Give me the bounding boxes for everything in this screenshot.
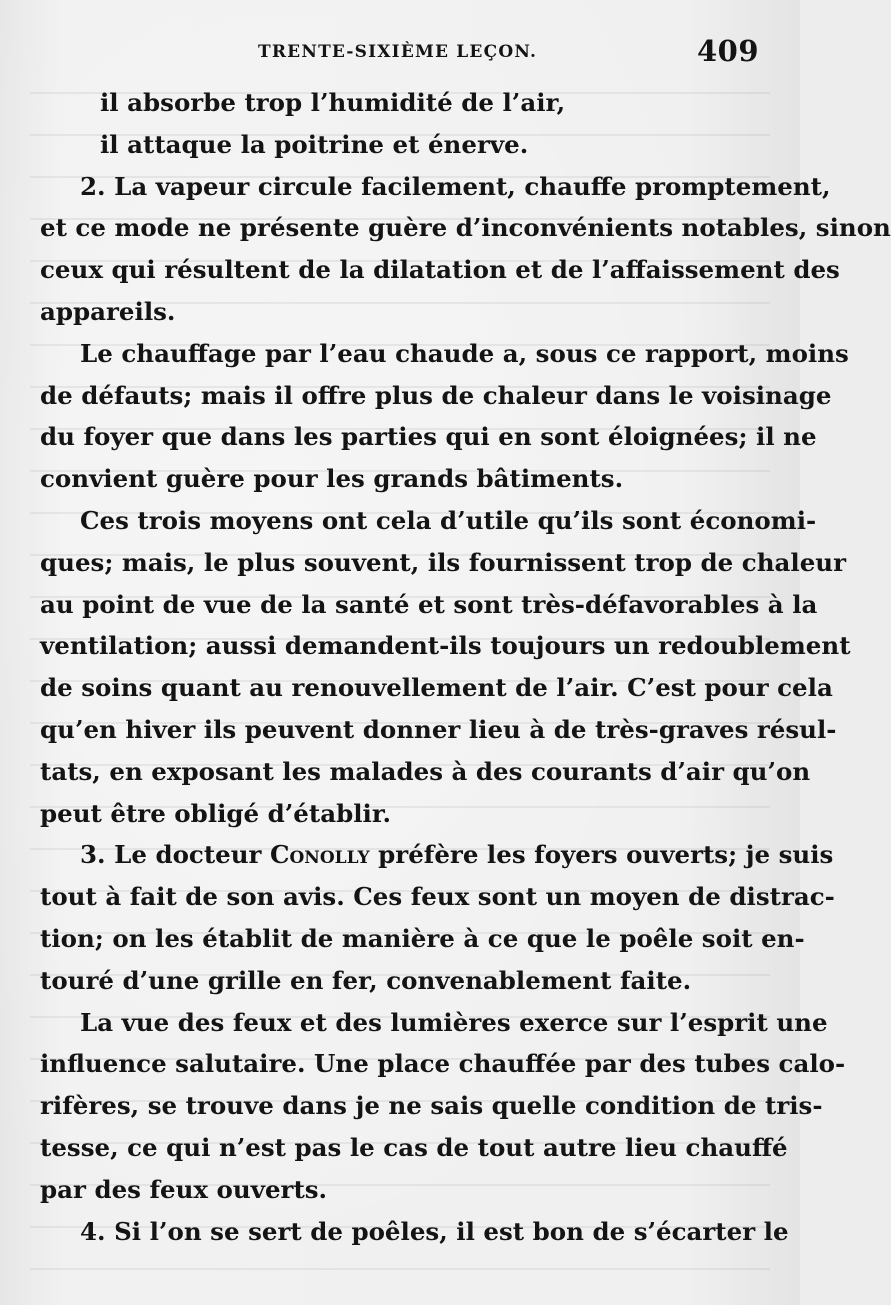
text-line-with-name xyxy=(40,834,834,876)
text-line: peut être obligé d’établir. xyxy=(40,798,392,828)
text-line: ventilation; aussi demandent-ils toujours un redoublement xyxy=(40,631,851,661)
text-line: ques; mais, le plus souvent, ils fournissent trop de chaleur xyxy=(40,547,846,577)
text-line: 2. La vapeur circule facilement, chauffe promptement, xyxy=(80,171,831,201)
text-line: ceux qui résultent de la dilatation et de l’affaissement des xyxy=(40,255,840,285)
text-line: Ces trois moyens ont cela d’utile qu’ils sont économi- xyxy=(80,505,817,535)
text-line: il attaque la poitrine et énerve. xyxy=(100,129,529,159)
text-line: du foyer que dans les parties qui en sont éloignées; il ne xyxy=(40,422,817,452)
author-name: Conolly xyxy=(270,840,370,870)
text-line: tion; on les établit de manière à ce que le poêle soit en- xyxy=(40,923,805,953)
page-header xyxy=(0,36,800,70)
text-line: 4. Si l’on se sert de poêles, il est bon de s’écarter le xyxy=(80,1216,789,1246)
text-line: tesse, ce qui n’est pas le cas de tout autre lieu chauffé xyxy=(40,1132,788,1162)
text-line: tats, en exposant les malades à des courants d’air qu’on xyxy=(40,756,811,786)
text-fragment: préfère les foyers ouverts; je suis xyxy=(378,840,834,870)
text-line: La vue des feux et des lumières exerce sur l’esprit une xyxy=(80,1007,828,1037)
text-line: influence salutaire. Une place chauffée par des tubes calo- xyxy=(40,1049,846,1079)
text-fragment: 3. Le docteur xyxy=(80,840,262,870)
text-line: appareils. xyxy=(40,296,176,326)
text-line: de soins quant au renouvellement de l’air. C’est pour cela xyxy=(40,673,833,703)
text-line: tout à fait de son avis. Ces feux sont un moyen de distrac- xyxy=(40,882,835,912)
text-line: il absorbe trop l’humidité de l’air, xyxy=(100,88,566,117)
text-line: convient guère pour les grands bâtiments. xyxy=(40,464,624,494)
text-line: et ce mode ne présente guère d’inconvénients notables, sinon xyxy=(40,213,891,243)
text-line: Le chauffage par l’eau chaude a, sous ce rapport, moins xyxy=(80,338,849,368)
text-line: qu’en hiver ils peuvent donner lieu à de très-graves résul- xyxy=(40,714,837,744)
text-line: par des feux ouverts. xyxy=(40,1174,328,1204)
page-number: 409 xyxy=(697,34,760,68)
text-line: au point de vue de la santé et sont très-défavorables à la xyxy=(40,589,818,619)
body-text xyxy=(40,82,891,1252)
text-line: touré d’une grille en fer, convenablement faite. xyxy=(40,965,692,995)
text-line: rifères, se trouve dans je ne sais quelle condition de tris- xyxy=(40,1091,823,1121)
text-line: de défauts; mais il offre plus de chaleur dans le voisinage xyxy=(40,380,832,410)
running-head: TRENTE-SIXIÈME LEÇON. xyxy=(258,42,538,62)
